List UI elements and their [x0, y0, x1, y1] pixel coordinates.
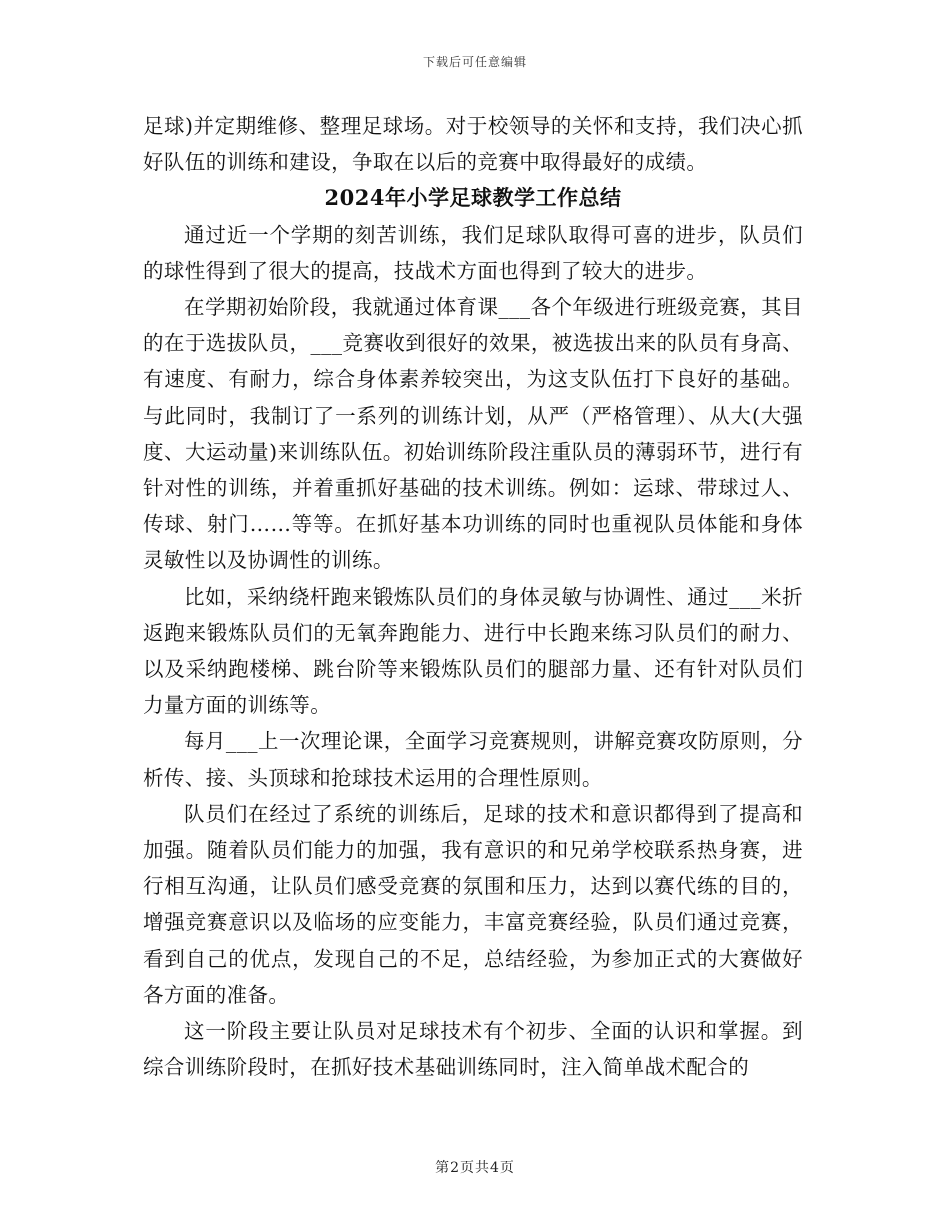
paragraph-2: 在学期初始阶段，我就通过体育课___各个年级进行班级竞赛，其目的在于选拔队员，___竞赛收到很好的效果，被选拔出来的队员有身高、有速度、有耐力，综合身体素养较突出，为这支队伍打下良好的基础。与此同时，我制订了一系列的训练计划，从严（严格管理）、从大(大强度、大运动量)来训练队伍。初始训练阶段注重队员的薄弱环节，进行有针对性的训练，并着重抓好基础的技术训练。例如：运球、带球过人、传球、射门……等等。在抓好基本功训练的同时也重视队员体能和身体灵敏性以及协调性的训练。	[143, 295, 803, 573]
lead-paragraph: 足球)并定期维修、整理足球场。对于校领导的关怀和支持，我们决心抓好队伍的训练和建设，争取在以后的竞赛中取得最好的成绩。	[143, 114, 803, 175]
paragraph-3: 比如，采纳绕杆跑来锻炼队员们的身体灵敏与协调性、通过___米折返跑来锻炼队员们的无氧奔跑能力、进行中长跑来练习队员们的耐力、以及采纳跑楼梯、跳台阶等来锻炼队员们的腿部力量、还有针对队员们力量方面的训练等。	[143, 584, 803, 718]
paragraph-4: 每月___上一次理论课，全面学习竞赛规则，讲解竞赛攻防原则，分析传、接、头顶球和抢球技术运用的合理性原则。	[143, 729, 803, 790]
page-number: 第2页共4页	[435, 1160, 515, 1176]
paragraph-1: 通过近一个学期的刻苦训练，我们足球队取得可喜的进步，队员们的球性得到了很大的提高，技战术方面也得到了较大的进步。	[143, 222, 803, 283]
paragraph-6: 这一阶段主要让队员对足球技术有个初步、全面的认识和掌握。到综合训练阶段时，在抓好技术基础训练同时，注入简单战术配合的	[143, 1019, 803, 1080]
document-title: 2024年小学足球教学工作总结	[324, 185, 622, 211]
document-body	[143, 108, 803, 1085]
paragraph-5: 队员们在经过了系统的训练后，足球的技术和意识都得到了提高和加强。随着队员们能力的加强，我有意识的和兄弟学校联系热身赛，进行相互沟通，让队员们感受竞赛的氛围和压力，达到以赛代练的目的，增强竞赛意识以及临场的应变能力，丰富竞赛经验，队员们通过竞赛，看到自己的优点，发现自己的不足，总结经验，为参加正式的大赛做好各方面的准备。	[143, 801, 803, 1007]
page-header-note: 下载后可任意编辑	[422, 55, 527, 69]
